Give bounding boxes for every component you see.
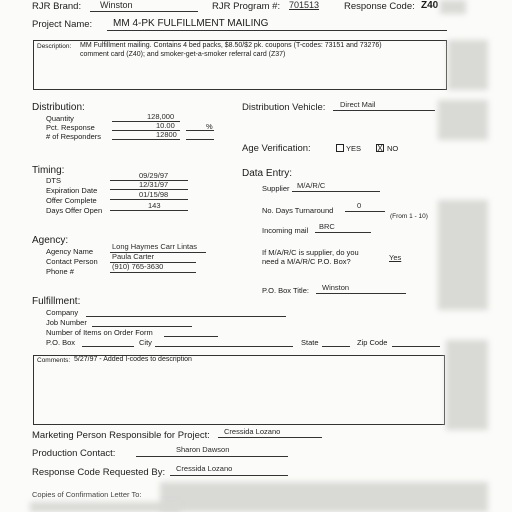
- distribution-vehicle-label: Distribution Vehicle:: [242, 102, 326, 113]
- distribution-title: Distribution:: [32, 102, 85, 113]
- quantity-value: 128,000: [147, 112, 175, 121]
- job-number-line: [92, 326, 192, 327]
- items-count-line: [164, 336, 218, 337]
- marketing-person-label: Marketing Person Responsible for Project:: [32, 430, 210, 441]
- scan-shadow-right-3: [438, 200, 488, 310]
- offer-complete-line: [110, 199, 188, 200]
- rjr-program-label: RJR Program #:: [212, 1, 281, 12]
- num-responders-line-2: [186, 139, 214, 140]
- age-yes-label: YES: [346, 144, 362, 153]
- fulfillment-title: Fulfillment:: [32, 296, 81, 307]
- num-responders-line: [112, 139, 180, 140]
- agency-name-label: Agency Name: [46, 247, 94, 256]
- dts-value: 09/29/97: [139, 171, 169, 180]
- zip-code-label: Zip Code: [357, 338, 388, 347]
- po-box-label: P.O. Box: [46, 338, 76, 347]
- age-no-checkbox[interactable]: [376, 144, 384, 152]
- city-line: [155, 346, 293, 347]
- rjr-brand-label: RJR Brand:: [32, 1, 82, 12]
- turnaround-line: [345, 211, 385, 212]
- pct-response-value: 10.00: [156, 121, 175, 130]
- incoming-mail-label: Incoming mail: [262, 226, 309, 235]
- days-open-value: 143: [148, 201, 161, 210]
- response-requested-value: Cressida Lozano: [176, 464, 233, 473]
- turnaround-label: No. Days Turnaround: [262, 206, 334, 215]
- incoming-mail-line: [315, 232, 371, 233]
- project-name-line: [107, 30, 447, 31]
- production-contact-value: Sharon Dawson: [176, 445, 230, 454]
- description-label: Description:: [37, 43, 72, 50]
- scan-shadow-bottom: [160, 482, 488, 512]
- state-label: State: [301, 338, 319, 347]
- zip-code-line: [392, 346, 440, 347]
- comments-label: Comments:: [37, 357, 71, 364]
- data-entry-title: Data Entry:: [242, 168, 293, 179]
- production-contact-label: Production Contact:: [32, 448, 116, 459]
- offer-complete-value: 01/15/98: [139, 190, 169, 199]
- offer-complete-label: Offer Complete: [46, 196, 97, 205]
- rjr-brand-value: Winston: [100, 0, 133, 10]
- supplier-line: [292, 191, 380, 192]
- days-open-line: [110, 210, 188, 211]
- phone-value: (910) 765-3630: [112, 262, 164, 271]
- quantity-label: Quantity: [46, 114, 74, 123]
- copies-label: Copies of Confirmation Letter To:: [32, 490, 142, 499]
- turnaround-range-note: (From 1 - 10): [390, 213, 428, 220]
- scan-shadow-bottom-left: [30, 502, 180, 512]
- scan-shadow-right: [448, 40, 488, 90]
- city-label: City: [139, 338, 152, 347]
- contact-person-value: Paula Carter: [112, 252, 155, 261]
- distribution-vehicle-line: [333, 110, 435, 111]
- response-code-value: Z40: [421, 0, 439, 11]
- phone-label: Phone #: [46, 267, 74, 276]
- pct-symbol: %: [206, 122, 213, 131]
- age-no-check-mark: X: [377, 144, 383, 153]
- age-verification-label: Age Verification:: [242, 143, 311, 154]
- days-open-label: Days Offer Open: [46, 206, 103, 215]
- po-box-title-value: Winston: [322, 283, 350, 292]
- marc-question-line-1: If M/A/R/C is supplier, do you: [262, 248, 359, 257]
- pct-line: [186, 130, 214, 131]
- distribution-vehicle-value: Direct Mail: [340, 100, 376, 109]
- description-line-1: MM Fulfillment mailing. Contains 4 bed packs, $8.50/$2 pk. coupons (T-codes: 73151 and 73276): [80, 42, 382, 49]
- agency-name-value: Long Haymes Carr Lintas: [112, 242, 198, 251]
- po-box-title-line: [316, 293, 406, 294]
- response-requested-line: [170, 475, 288, 476]
- turnaround-value: 0: [357, 201, 362, 210]
- scan-shadow-right-2: [438, 100, 488, 140]
- age-no-label: NO: [387, 144, 399, 153]
- expiration-date-label: Expiration Date: [46, 186, 98, 195]
- num-responders-value: 12800: [156, 130, 177, 139]
- num-responders-label: # of Responders: [46, 132, 102, 141]
- contact-person-label: Contact Person: [46, 257, 98, 266]
- po-box-title-label: P.O. Box Title:: [262, 286, 309, 295]
- comments-text: 5/27/97 - Added I-codes to description: [74, 356, 192, 363]
- project-name-label: Project Name:: [32, 19, 93, 30]
- pct-response-label: Pct. Response: [46, 123, 95, 132]
- po-box-line: [82, 346, 134, 347]
- project-name-value: MM 4-PK FULFILLMENT MAILING: [113, 18, 269, 29]
- supplier-value: M/A/R/C: [297, 181, 326, 190]
- agency-title: Agency:: [32, 235, 69, 246]
- incoming-mail-value: BRC: [319, 222, 335, 231]
- scan-shadow-top: [440, 0, 466, 14]
- company-line: [86, 316, 286, 317]
- scan-shadow-right-4: [446, 340, 488, 430]
- phone-line: [110, 272, 196, 273]
- production-contact-line: [136, 456, 288, 457]
- job-number-label: Job Number: [46, 318, 87, 327]
- marc-answer: Yes: [389, 253, 402, 262]
- marc-question-line-2: need a M/A/R/C P.O. Box?: [262, 257, 351, 266]
- items-count-label: Number of Items on Order Form: [46, 328, 153, 337]
- comments-box: [33, 355, 445, 425]
- company-label: Company: [46, 308, 79, 317]
- response-code-label: Response Code:: [344, 1, 415, 12]
- marketing-person-value: Cressida Lozano: [224, 427, 281, 436]
- state-line: [322, 346, 350, 347]
- dts-label: DTS: [46, 176, 61, 185]
- rjr-program-value: 701513: [289, 0, 320, 10]
- timing-title: Timing:: [32, 165, 65, 176]
- age-yes-checkbox[interactable]: [336, 144, 344, 152]
- supplier-label: Supplier: [262, 184, 290, 193]
- description-line-2: comment card (Z40); and smoker-get-a-smoker referral card (Z37): [80, 51, 286, 58]
- marketing-person-line: [218, 437, 322, 438]
- rjr-brand-line: [90, 11, 198, 12]
- expiration-date-value: 12/31/97: [139, 180, 169, 189]
- response-requested-label: Response Code Requested By:: [32, 467, 166, 478]
